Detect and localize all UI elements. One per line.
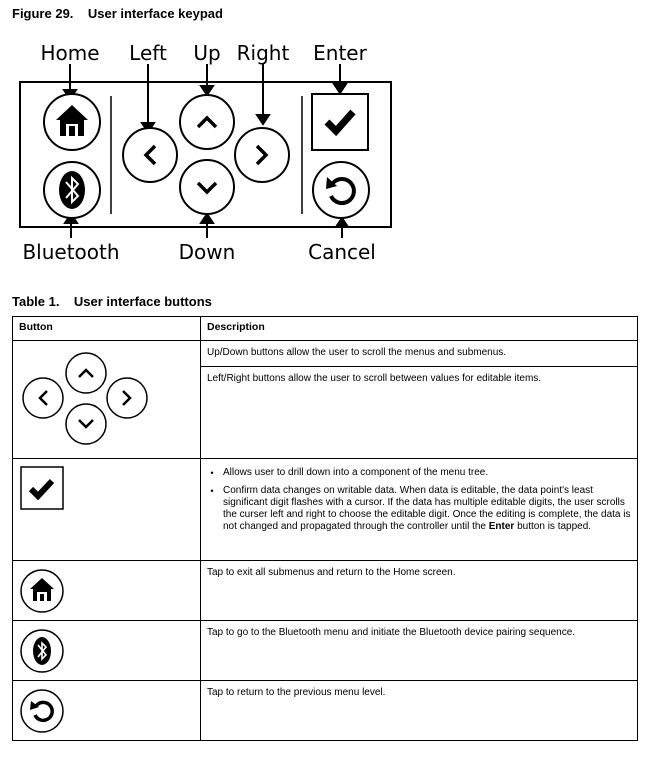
enter-bullet-1: • Allows user to drill down into a component of the menu tree. <box>223 467 631 479</box>
enter-icon-cell <box>13 459 201 561</box>
label-down: Down <box>178 240 236 264</box>
table-header-row <box>13 317 638 341</box>
nav-right-icon-button <box>107 378 147 418</box>
cancel-icon-cell <box>13 681 201 741</box>
cancel-description: Tap to return to the previous menu level. <box>207 687 386 698</box>
navigation-icons-cell <box>13 341 201 459</box>
keypad-down-button[interactable] <box>180 160 234 214</box>
home-icon-cell <box>13 561 201 621</box>
keypad-home-button[interactable] <box>44 94 100 150</box>
nav-down-icon-button <box>66 404 106 444</box>
keypad-cancel-button[interactable] <box>313 162 369 218</box>
bluetooth-icon-cell <box>13 621 201 681</box>
table-row <box>13 561 638 621</box>
nav-up-icon-button <box>66 353 106 393</box>
home-description-cell <box>201 561 638 621</box>
table-row <box>13 341 638 459</box>
table-row <box>13 621 638 681</box>
enter-description-cell <box>201 459 638 561</box>
label-right: Right <box>236 41 290 65</box>
figure-caption: Figure 29. User interface keypad <box>12 6 223 21</box>
keypad-up-button[interactable] <box>180 95 234 149</box>
keypad-bluetooth-button[interactable] <box>44 162 100 218</box>
label-enter: Enter <box>313 41 367 65</box>
enter-bullet-2-end: button is tapped. <box>514 521 592 532</box>
home-description: Tap to exit all submenus and return to the Home screen. <box>207 567 456 578</box>
header-description: Description <box>201 317 638 341</box>
buttons-table <box>12 316 638 741</box>
bluetooth-description: Tap to go to the Bluetooth menu and initiate the Bluetooth device pairing sequence. <box>207 627 576 638</box>
enter-bullet-2-text: Confirm data changes on writable data. When data is editable, the data point's least significant digit flashes with a cursor. If the data has multiple editable digits, the user scrolls the curser left and right to choose the editable digit. Once the editing is complete, the data is not changed and propagated through the controller until the <box>223 485 631 532</box>
enter-bullet-2 <box>223 485 631 533</box>
keypad-enter-button[interactable] <box>312 94 368 150</box>
table-row <box>13 681 638 741</box>
bluetooth-description-cell <box>201 621 638 681</box>
label-home: Home <box>40 41 100 65</box>
header-button: Button <box>13 317 201 341</box>
table-caption: Table 1. User interface buttons <box>12 294 212 309</box>
keypad-right-button[interactable] <box>235 128 289 182</box>
label-left: Left <box>129 41 167 65</box>
enter-bullet-2-bold: Enter <box>488 521 515 532</box>
label-bluetooth: Bluetooth <box>22 240 120 264</box>
enter-bullets <box>201 467 637 533</box>
navigation-description-cell <box>201 341 638 459</box>
keypad-figure <box>0 36 410 266</box>
table-row <box>13 459 638 561</box>
keypad-left-button[interactable] <box>123 128 177 182</box>
nav-left-icon-button <box>23 378 63 418</box>
label-cancel: Cancel <box>308 240 376 264</box>
cancel-description-cell <box>201 681 638 741</box>
up-down-description: Up/Down buttons allow the user to scroll the menus and submenus. <box>201 341 637 367</box>
left-right-description: Left/Right buttons allow the user to scroll between values for editable items. <box>207 373 542 384</box>
label-up: Up <box>193 41 221 65</box>
